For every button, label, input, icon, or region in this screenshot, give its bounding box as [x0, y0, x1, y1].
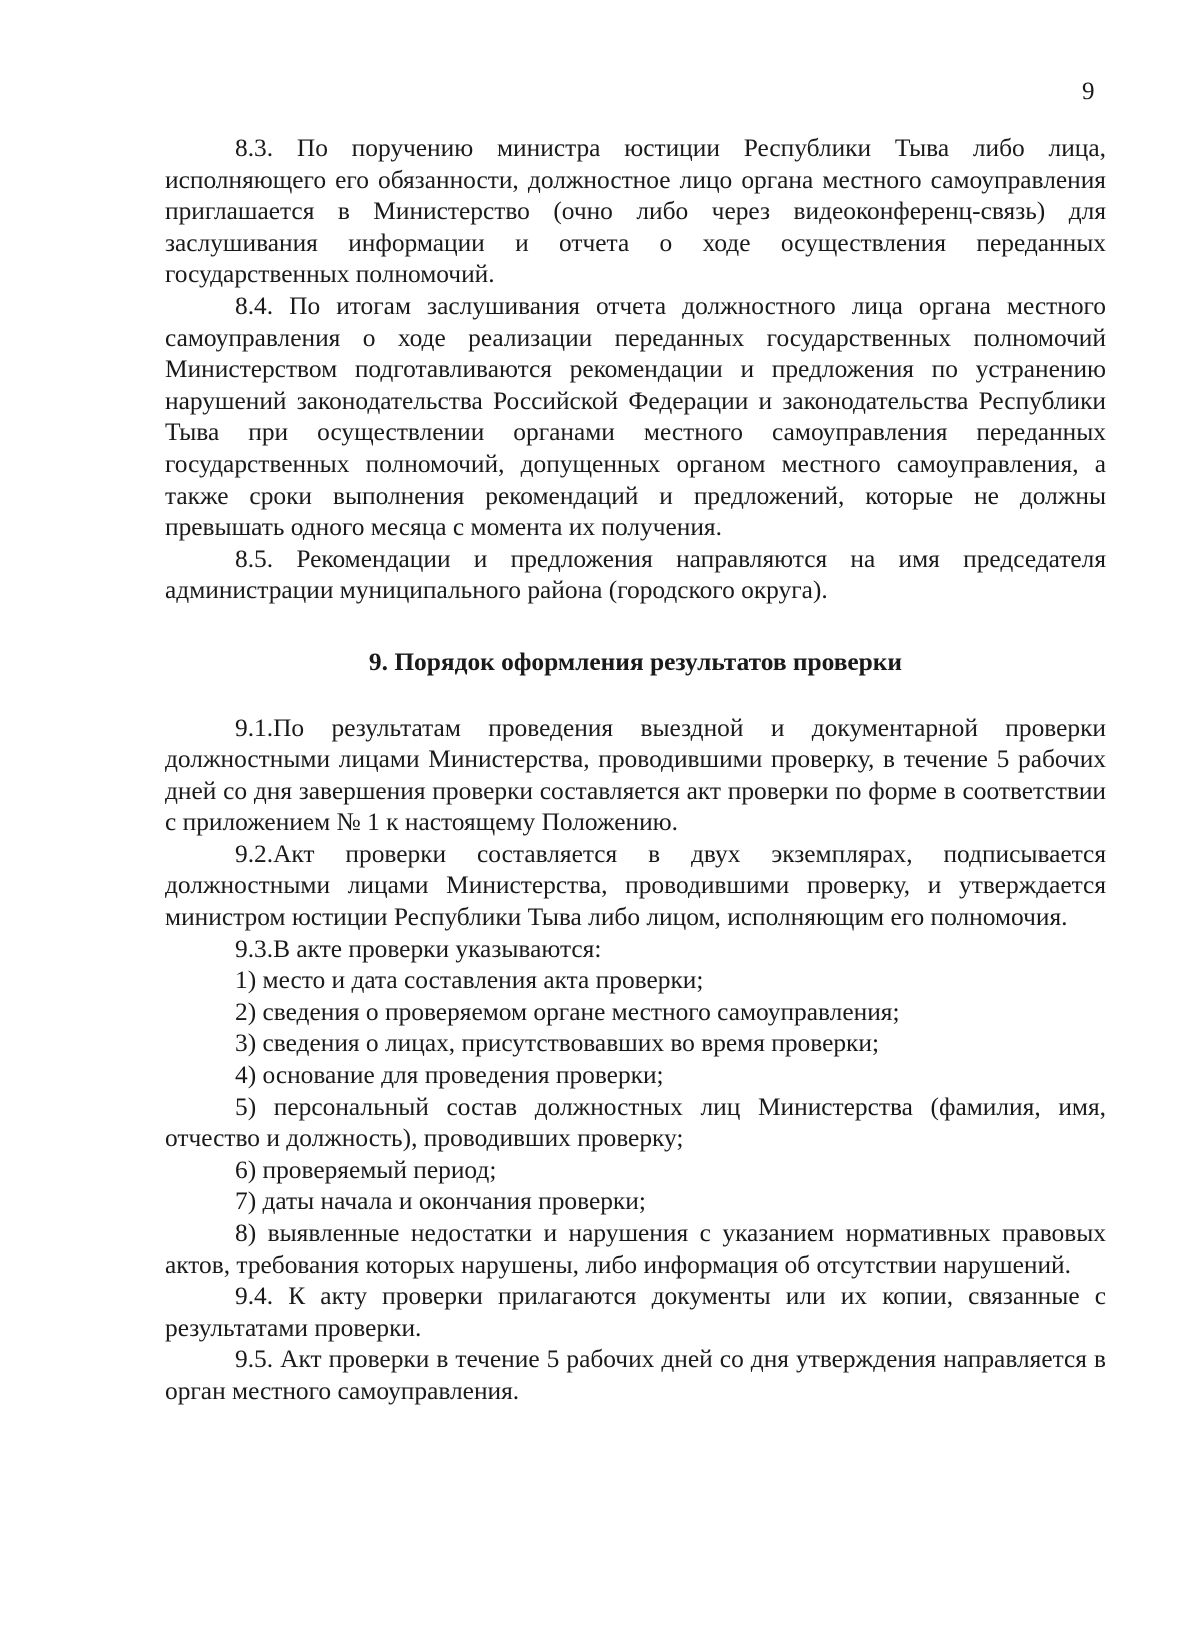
document-body: [165, 133, 1106, 1408]
list-item-6: 6) проверяемый период;: [235, 1155, 497, 1184]
paragraph-9-2: 9.2.Акт проверки составляется в двух экземплярах, подписывается должностными лицами Министерства, проводившими проверку, и утверждается министром юстиции Республики Тыва либо лицом, исполняющим его полномочия.: [165, 839, 1106, 932]
paragraph-8-5: 8.5. Рекомендации и предложения направляются на имя председателя администрации муниципального района (городского округа).: [165, 544, 1106, 605]
page-number: 9: [1082, 78, 1095, 105]
list-item-1: 1) место и дата составления акта проверки;: [235, 966, 704, 995]
section-9-heading: 9. Порядок оформления результатов проверки: [368, 647, 903, 676]
list-item-5: 5) персональный состав должностных лиц Министерства (фамилия, имя, отчество и должность), проводивших проверку;: [165, 1092, 1106, 1153]
paragraph-9-1: 9.1.По результатам проведения выездной и документарной проверки должностными лицами Министерства, проводившими проверку, в течение 5 рабочих дней со дня завершения проверки составляется акт проверки по форме в соответствии с приложением № 1 к настоящему Положению.: [165, 713, 1106, 837]
list-item-7: 7) даты начала и окончания проверки;: [235, 1187, 646, 1216]
paragraph-9-5: 9.5. Акт проверки в течение 5 рабочих дней со дня утверждения направляется в орган местного самоуправления.: [165, 1345, 1106, 1405]
list-item-3: 3) сведения о лицах, присутствовавших во время проверки;: [235, 1029, 880, 1058]
paragraph-9-3: 9.3.В акте проверки указываются:: [235, 934, 602, 963]
paragraph-9-4: 9.4. К акту проверки прилагаются документы или их копии, связанные с результатами проверки.: [165, 1282, 1106, 1342]
list-item-2: 2) сведения о проверяемом органе местного самоуправления;: [235, 997, 900, 1026]
paragraph-8-3: 8.3. По поручению министра юстиции Республики Тыва либо лица, исполняющего его обязанности, должностное лицо органа местного самоуправления приглашается в Министерство (очно либо через видеоконференц-связь) для заслушивания информации и отчета о ходе осуществления переданных государственных полномочий.: [165, 134, 1106, 289]
paragraph-8-4: 8.4. По итогам заслушивания отчета должностного лица органа местного самоуправления о ходе реализации переданных государственных полномочий Министерством подготавливаются рекомендации и предложения по устранению нарушений законодательства Российской Федерации и законодательства Республики Тыва при осуществлении органами местного самоуправления переданных государственных полномочий, допущенных органом местного самоуправления, а также сроки выполнения рекомендаций и предложений, которые не должны превышать одного месяца с момента их получения.: [165, 291, 1106, 542]
list-item-8: 8) выявленные недостатки и нарушения с указанием нормативных правовых актов, требования которых нарушены, либо информация об отсутствии нарушений.: [165, 1219, 1106, 1279]
list-item-4: 4) основание для проведения проверки;: [235, 1061, 664, 1090]
